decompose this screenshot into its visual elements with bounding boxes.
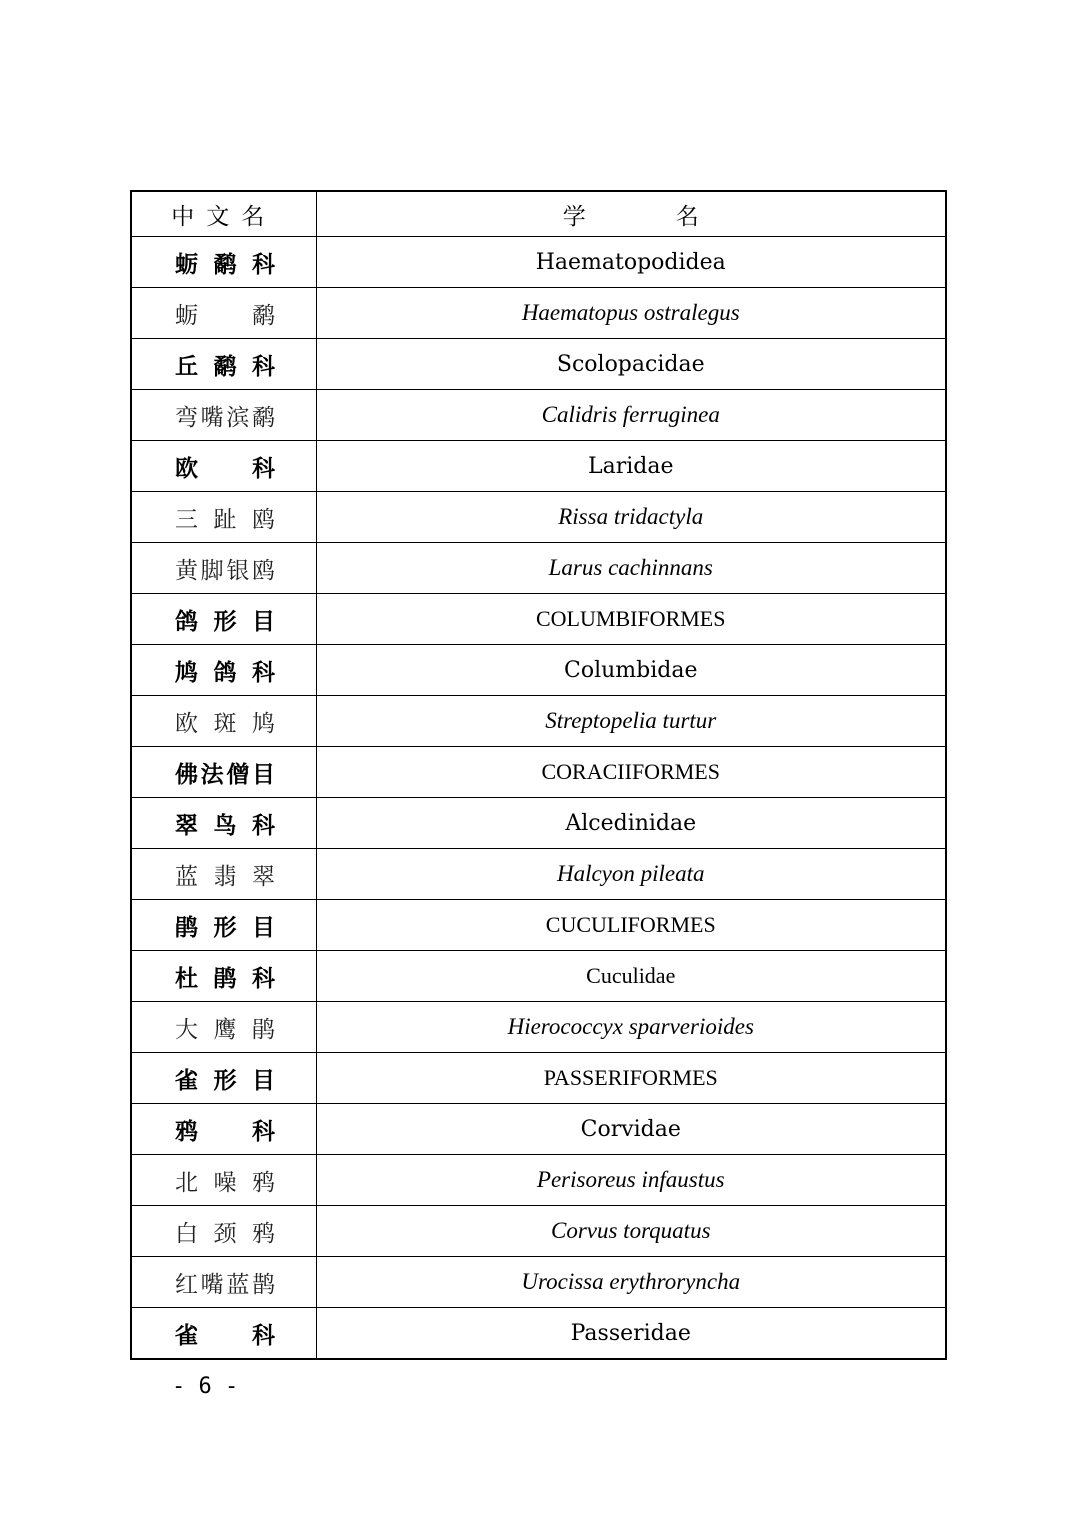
table-row bbox=[131, 441, 946, 492]
page-number: - 6 - bbox=[172, 1374, 239, 1399]
header-scientific-name: 学名 bbox=[316, 191, 946, 237]
chinese-name-cell bbox=[131, 747, 316, 798]
chinese-name-cell bbox=[131, 1053, 316, 1104]
scientific-name-cell: Laridae bbox=[316, 441, 946, 492]
chinese-name: 三趾鸥 bbox=[175, 506, 275, 533]
chinese-name-cell bbox=[131, 441, 316, 492]
table-row bbox=[131, 645, 946, 696]
table-row bbox=[131, 696, 946, 747]
table-body bbox=[131, 191, 946, 1359]
chinese-name: 翠鸟科 bbox=[175, 812, 275, 839]
scientific-name-cell: Corvidae bbox=[316, 1104, 946, 1155]
table-row bbox=[131, 1002, 946, 1053]
chinese-name: 鸠鸽科 bbox=[175, 659, 275, 686]
chinese-name-cell bbox=[131, 288, 316, 339]
table-row bbox=[131, 288, 946, 339]
chinese-name: 鸽形目 bbox=[175, 608, 275, 635]
chinese-name-cell bbox=[131, 1308, 316, 1360]
scientific-name-cell: Corvus torquatus bbox=[316, 1206, 946, 1257]
table-row bbox=[131, 1053, 946, 1104]
scientific-name-cell: Urocissa erythroryncha bbox=[316, 1257, 946, 1308]
chinese-name: 黄脚银鸥 bbox=[175, 557, 275, 584]
scientific-name-cell: CORACIIFORMES bbox=[316, 747, 946, 798]
scientific-name-cell: Haematopus ostralegus bbox=[316, 288, 946, 339]
scientific-name-cell: Rissa tridactyla bbox=[316, 492, 946, 543]
chinese-name: 红嘴蓝鹊 bbox=[175, 1271, 275, 1298]
scientific-name-cell: Columbidae bbox=[316, 645, 946, 696]
scientific-name-cell: Alcedinidae bbox=[316, 798, 946, 849]
table-row bbox=[131, 339, 946, 390]
chinese-name-cell bbox=[131, 492, 316, 543]
table-row bbox=[131, 849, 946, 900]
table-row bbox=[131, 543, 946, 594]
scientific-name-cell: Haematopodidea bbox=[316, 237, 946, 288]
table-row bbox=[131, 237, 946, 288]
chinese-name: 大鹰鹃 bbox=[175, 1016, 275, 1043]
scientific-name-cell: PASSERIFORMES bbox=[316, 1053, 946, 1104]
chinese-name: 佛法僧目 bbox=[175, 761, 275, 788]
chinese-name: 欧斑鸠 bbox=[175, 710, 275, 737]
chinese-name-cell bbox=[131, 543, 316, 594]
chinese-name-cell bbox=[131, 1104, 316, 1155]
table-row bbox=[131, 1104, 946, 1155]
table-row bbox=[131, 951, 946, 1002]
scientific-name-cell: Larus cachinnans bbox=[316, 543, 946, 594]
scientific-name-cell: Hierococcyx sparverioides bbox=[316, 1002, 946, 1053]
table-row bbox=[131, 594, 946, 645]
species-table bbox=[130, 190, 947, 1360]
chinese-name-cell bbox=[131, 798, 316, 849]
chinese-name-cell bbox=[131, 594, 316, 645]
table-row bbox=[131, 900, 946, 951]
chinese-name-cell bbox=[131, 849, 316, 900]
scientific-name-cell: CUCULIFORMES bbox=[316, 900, 946, 951]
chinese-name: 蓝翡翠 bbox=[175, 863, 275, 890]
chinese-name: 鹃形目 bbox=[175, 914, 275, 941]
scientific-name-cell: COLUMBIFORMES bbox=[316, 594, 946, 645]
chinese-name-cell bbox=[131, 696, 316, 747]
chinese-name-cell bbox=[131, 1257, 316, 1308]
scientific-name-cell: Streptopelia turtur bbox=[316, 696, 946, 747]
chinese-name-cell bbox=[131, 645, 316, 696]
chinese-name: 雀形目 bbox=[175, 1067, 275, 1094]
chinese-name: 北噪鸦 bbox=[175, 1169, 275, 1196]
chinese-name: 雀科 bbox=[175, 1322, 275, 1349]
scientific-name-cell: Perisoreus infaustus bbox=[316, 1155, 946, 1206]
scientific-name-cell: Cuculidae bbox=[316, 951, 946, 1002]
scientific-name-cell: Scolopacidae bbox=[316, 339, 946, 390]
table-row bbox=[131, 1206, 946, 1257]
header-chinese-name: 中文名 bbox=[131, 191, 316, 237]
table-row bbox=[131, 1257, 946, 1308]
scientific-name-cell: Calidris ferruginea bbox=[316, 390, 946, 441]
chinese-name-cell bbox=[131, 339, 316, 390]
scientific-name-cell: Passeridae bbox=[316, 1308, 946, 1360]
chinese-name-cell bbox=[131, 237, 316, 288]
table-row bbox=[131, 798, 946, 849]
chinese-name-cell bbox=[131, 951, 316, 1002]
scientific-name-cell: Halcyon pileata bbox=[316, 849, 946, 900]
chinese-name: 弯嘴滨鹬 bbox=[175, 404, 275, 431]
chinese-name: 白颈鸦 bbox=[175, 1220, 275, 1247]
chinese-name: 蛎鹬 bbox=[175, 302, 275, 329]
chinese-name-cell bbox=[131, 900, 316, 951]
chinese-name-cell bbox=[131, 1206, 316, 1257]
chinese-name: 蛎鹬科 bbox=[175, 251, 275, 278]
header-row bbox=[131, 191, 946, 237]
table-row bbox=[131, 390, 946, 441]
chinese-name-cell bbox=[131, 390, 316, 441]
table-row bbox=[131, 1155, 946, 1206]
chinese-name: 欧科 bbox=[175, 455, 275, 482]
table-row bbox=[131, 747, 946, 798]
table-row bbox=[131, 1308, 946, 1360]
chinese-name-cell bbox=[131, 1155, 316, 1206]
chinese-name: 丘鹬科 bbox=[175, 353, 275, 380]
table-row bbox=[131, 492, 946, 543]
chinese-name: 鸦科 bbox=[175, 1118, 275, 1145]
chinese-name: 杜鹃科 bbox=[175, 965, 275, 992]
chinese-name-cell bbox=[131, 1002, 316, 1053]
